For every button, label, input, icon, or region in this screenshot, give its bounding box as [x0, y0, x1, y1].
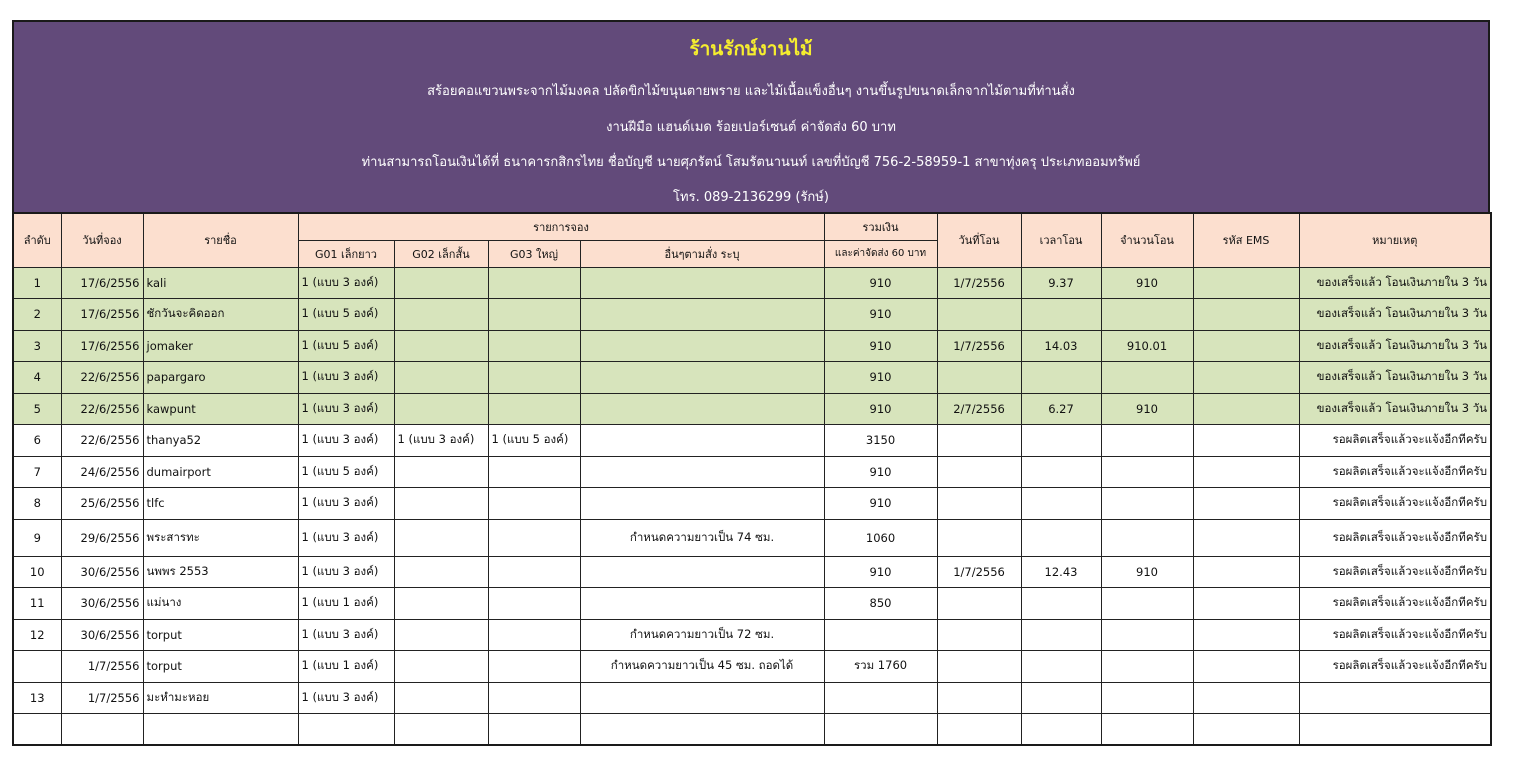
cell-note	[1299, 714, 1491, 746]
cell-note: รอผลิตเสร็จแล้วจะแจ้งอีกทีครับ	[1299, 619, 1491, 651]
cell-other	[580, 488, 824, 520]
cell-other	[580, 714, 824, 746]
cell-amount	[1101, 588, 1193, 620]
cell-tdate	[937, 362, 1021, 394]
cell-total: 910	[824, 362, 937, 394]
cell-total: 910	[824, 393, 937, 425]
cell-g02	[394, 267, 488, 299]
cell-tdate	[937, 456, 1021, 488]
cell-amount	[1101, 425, 1193, 457]
cell-g02	[394, 682, 488, 714]
cell-g02	[394, 299, 488, 331]
cell-date: 30/6/2556	[61, 619, 143, 651]
cell-note: ของเสร็จแล้ว โอนเงินภายใน 3 วัน	[1299, 393, 1491, 425]
cell-g02	[394, 519, 488, 556]
col-header-total-sub: และค่าจัดส่ง 60 บาท	[824, 240, 937, 267]
cell-tdate	[937, 588, 1021, 620]
cell-ttime	[1021, 362, 1101, 394]
cell-other	[580, 588, 824, 620]
cell-no: 9	[13, 519, 61, 556]
cell-ems	[1193, 267, 1299, 299]
table-row	[13, 488, 1491, 520]
cell-g02	[394, 488, 488, 520]
table-row	[13, 425, 1491, 457]
cell-g03	[488, 556, 580, 588]
cell-ttime	[1021, 714, 1101, 746]
cell-amount: 910	[1101, 556, 1193, 588]
cell-g01: 1 (แบบ 5 องค์)	[298, 456, 394, 488]
cell-amount	[1101, 714, 1193, 746]
cell-note	[1299, 682, 1491, 714]
cell-other	[580, 556, 824, 588]
col-header-g03: G03 ใหญ่	[488, 240, 580, 267]
cell-no: 3	[13, 330, 61, 362]
col-header-other: อื่นๆตามสั่ง ระบุ	[580, 240, 824, 267]
table-row	[13, 619, 1491, 651]
cell-note: รอผลิตเสร็จแล้วจะแจ้งอีกทีครับ	[1299, 456, 1491, 488]
cell-tdate: 1/7/2556	[937, 330, 1021, 362]
cell-other: กำหนดความยาวเป็น 74 ซม.	[580, 519, 824, 556]
cell-ttime: 14.03	[1021, 330, 1101, 362]
table-row	[13, 393, 1491, 425]
cell-name: ชักวันจะคิดออก	[143, 299, 298, 331]
cell-note: ของเสร็จแล้ว โอนเงินภายใน 3 วัน	[1299, 330, 1491, 362]
cell-note: ของเสร็จแล้ว โอนเงินภายใน 3 วัน	[1299, 267, 1491, 299]
col-header-note: หมายเหตุ	[1299, 213, 1491, 267]
table-row	[13, 714, 1491, 746]
cell-ems	[1193, 456, 1299, 488]
cell-tdate	[937, 425, 1021, 457]
cell-g03	[488, 393, 580, 425]
cell-amount	[1101, 488, 1193, 520]
cell-name: tlfc	[143, 488, 298, 520]
cell-ttime	[1021, 488, 1101, 520]
cell-amount	[1101, 362, 1193, 394]
col-header-total: รวมเงิน	[824, 213, 937, 240]
cell-tdate: 1/7/2556	[937, 556, 1021, 588]
cell-ttime	[1021, 588, 1101, 620]
cell-ems	[1193, 488, 1299, 520]
table-row	[13, 556, 1491, 588]
table-row	[13, 330, 1491, 362]
cell-name: kawpunt	[143, 393, 298, 425]
cell-total: 850	[824, 588, 937, 620]
cell-name: torput	[143, 619, 298, 651]
cell-no: 7	[13, 456, 61, 488]
cell-total: 3150	[824, 425, 937, 457]
cell-g03	[488, 299, 580, 331]
cell-ttime	[1021, 651, 1101, 683]
cell-no	[13, 714, 61, 746]
cell-total: รวม 1760	[824, 651, 937, 683]
cell-note: รอผลิตเสร็จแล้วจะแจ้งอีกทีครับ	[1299, 488, 1491, 520]
cell-g02	[394, 619, 488, 651]
cell-other	[580, 456, 824, 488]
table-row	[13, 682, 1491, 714]
cell-amount: 910.01	[1101, 330, 1193, 362]
cell-tdate: 2/7/2556	[937, 393, 1021, 425]
cell-g03	[488, 362, 580, 394]
cell-total: 910	[824, 299, 937, 331]
cell-ttime: 12.43	[1021, 556, 1101, 588]
cell-tdate	[937, 299, 1021, 331]
cell-g01: 1 (แบบ 1 องค์)	[298, 588, 394, 620]
cell-name: dumairport	[143, 456, 298, 488]
cell-note: รอผลิตเสร็จแล้วจะแจ้งอีกทีครับ	[1299, 588, 1491, 620]
cell-name	[143, 714, 298, 746]
shop-banner	[12, 20, 1490, 212]
col-header-no: ลำดับ	[13, 213, 61, 267]
cell-g03	[488, 488, 580, 520]
cell-amount	[1101, 651, 1193, 683]
cell-g03	[488, 456, 580, 488]
cell-other: กำหนดความยาวเป็น 45 ซม. ถอดได้	[580, 651, 824, 683]
cell-date: 25/6/2556	[61, 488, 143, 520]
cell-ems	[1193, 519, 1299, 556]
col-header-amount: จำนวนโอน	[1101, 213, 1193, 267]
cell-g03	[488, 682, 580, 714]
cell-date: 1/7/2556	[61, 682, 143, 714]
cell-other	[580, 267, 824, 299]
cell-g02	[394, 393, 488, 425]
cell-ttime: 9.37	[1021, 267, 1101, 299]
cell-g01: 1 (แบบ 3 องค์)	[298, 425, 394, 457]
cell-g03	[488, 651, 580, 683]
cell-ttime: 6.27	[1021, 393, 1101, 425]
cell-ttime	[1021, 519, 1101, 556]
col-header-date: วันที่จอง	[61, 213, 143, 267]
cell-total: 910	[824, 488, 937, 520]
cell-name: kali	[143, 267, 298, 299]
col-header-name: รายชื่อ	[143, 213, 298, 267]
cell-other: กำหนดความยาวเป็น 72 ซม.	[580, 619, 824, 651]
cell-no: 11	[13, 588, 61, 620]
col-header-transfer-date: วันที่โอน	[937, 213, 1021, 267]
col-header-transfer-time: เวลาโอน	[1021, 213, 1101, 267]
cell-ems	[1193, 619, 1299, 651]
cell-total	[824, 714, 937, 746]
cell-note: ของเสร็จแล้ว โอนเงินภายใน 3 วัน	[1299, 362, 1491, 394]
cell-ems	[1193, 299, 1299, 331]
shop-handmade-note: งานฝีมือ แฮนด์เมด ร้อยเปอร์เซนต์ ค่าจัดส่ง 60 บาท	[606, 120, 896, 135]
cell-g01: 1 (แบบ 3 องค์)	[298, 488, 394, 520]
cell-other	[580, 393, 824, 425]
cell-no: 4	[13, 362, 61, 394]
order-table	[12, 212, 1492, 746]
cell-date: 17/6/2556	[61, 299, 143, 331]
cell-other	[580, 299, 824, 331]
cell-ems	[1193, 682, 1299, 714]
cell-other	[580, 362, 824, 394]
cell-no: 6	[13, 425, 61, 457]
cell-total: 910	[824, 267, 937, 299]
cell-total: 1060	[824, 519, 937, 556]
cell-ems	[1193, 362, 1299, 394]
cell-tdate	[937, 682, 1021, 714]
cell-no: 5	[13, 393, 61, 425]
cell-amount	[1101, 682, 1193, 714]
cell-name: พระสารทะ	[143, 519, 298, 556]
cell-date	[61, 714, 143, 746]
bank-transfer-info: ท่านสามารถโอนเงินได้ที่ ธนาคารกสิกรไทย ชื่อบัญชี นายศุภรัตน์ โสมรัตนานนท์ เลขที่บัญชี 756-2-58959-1 สาขาทุ่งครุ ประเภทออมทรัพย์	[361, 155, 1141, 170]
shop-description: สร้อยคอแขวนพระจากไม้มงคล ปลัดขิกไม้ขนุนตายพราย และไม้เนื้อแข็งอื่นๆ งานขึ้นรูปขนาดเล็กจากไม้ตามที่ท่านสั่ง	[427, 84, 1075, 99]
cell-g02	[394, 330, 488, 362]
col-header-g02: G02 เล็กสั้น	[394, 240, 488, 267]
cell-total	[824, 619, 937, 651]
shop-name: ร้านรักษ์งานไม้	[689, 38, 813, 60]
cell-no: 1	[13, 267, 61, 299]
table-row	[13, 362, 1491, 394]
order-sheet	[12, 20, 1490, 746]
cell-total	[824, 682, 937, 714]
cell-no: 13	[13, 682, 61, 714]
cell-name: นพพร 2553	[143, 556, 298, 588]
cell-g01: 1 (แบบ 3 องค์)	[298, 682, 394, 714]
cell-total: 910	[824, 556, 937, 588]
cell-name: papargaro	[143, 362, 298, 394]
cell-ems	[1193, 588, 1299, 620]
col-header-items: รายการจอง	[298, 213, 824, 240]
cell-g03	[488, 330, 580, 362]
cell-date: 1/7/2556	[61, 651, 143, 683]
cell-g03: 1 (แบบ 5 องค์)	[488, 425, 580, 457]
cell-tdate	[937, 619, 1021, 651]
cell-ems	[1193, 425, 1299, 457]
cell-ems	[1193, 556, 1299, 588]
table-row	[13, 588, 1491, 620]
cell-tdate	[937, 488, 1021, 520]
cell-date: 30/6/2556	[61, 588, 143, 620]
cell-amount	[1101, 619, 1193, 651]
cell-g03	[488, 267, 580, 299]
cell-g01: 1 (แบบ 3 องค์)	[298, 362, 394, 394]
cell-amount	[1101, 456, 1193, 488]
table-row	[13, 299, 1491, 331]
cell-date: 22/6/2556	[61, 393, 143, 425]
cell-ttime	[1021, 682, 1101, 714]
cell-amount	[1101, 299, 1193, 331]
cell-date: 17/6/2556	[61, 267, 143, 299]
cell-tdate	[937, 519, 1021, 556]
table-header	[13, 213, 1491, 267]
cell-note: รอผลิตเสร็จแล้วจะแจ้งอีกทีครับ	[1299, 425, 1491, 457]
cell-g02	[394, 556, 488, 588]
cell-ttime	[1021, 619, 1101, 651]
cell-ems	[1193, 393, 1299, 425]
cell-ems	[1193, 714, 1299, 746]
cell-date: 17/6/2556	[61, 330, 143, 362]
cell-no: 12	[13, 619, 61, 651]
cell-g01: 1 (แบบ 3 องค์)	[298, 267, 394, 299]
cell-name: jomaker	[143, 330, 298, 362]
cell-g01: 1 (แบบ 3 องค์)	[298, 519, 394, 556]
cell-note: รอผลิตเสร็จแล้วจะแจ้งอีกทีครับ	[1299, 519, 1491, 556]
cell-no: 8	[13, 488, 61, 520]
table-row	[13, 519, 1491, 556]
cell-g01: 1 (แบบ 3 องค์)	[298, 393, 394, 425]
cell-note: รอผลิตเสร็จแล้วจะแจ้งอีกทีครับ	[1299, 651, 1491, 683]
cell-g02	[394, 588, 488, 620]
cell-tdate	[937, 714, 1021, 746]
cell-other	[580, 425, 824, 457]
cell-name: แม่นาง	[143, 588, 298, 620]
table-body	[13, 267, 1491, 745]
cell-g01: 1 (แบบ 5 องค์)	[298, 330, 394, 362]
cell-tdate	[937, 651, 1021, 683]
cell-name: thanya52	[143, 425, 298, 457]
cell-g01: 1 (แบบ 3 องค์)	[298, 619, 394, 651]
cell-total: 910	[824, 456, 937, 488]
cell-g03	[488, 519, 580, 556]
cell-g03	[488, 588, 580, 620]
cell-g02	[394, 651, 488, 683]
cell-date: 29/6/2556	[61, 519, 143, 556]
cell-ttime	[1021, 425, 1101, 457]
cell-g03	[488, 714, 580, 746]
cell-g02	[394, 456, 488, 488]
cell-ems	[1193, 651, 1299, 683]
cell-date: 30/6/2556	[61, 556, 143, 588]
cell-other	[580, 682, 824, 714]
table-row	[13, 651, 1491, 683]
cell-ttime	[1021, 456, 1101, 488]
cell-date: 24/6/2556	[61, 456, 143, 488]
table-row	[13, 456, 1491, 488]
cell-no: 10	[13, 556, 61, 588]
cell-g01	[298, 714, 394, 746]
cell-tdate: 1/7/2556	[937, 267, 1021, 299]
cell-g02	[394, 362, 488, 394]
cell-date: 22/6/2556	[61, 425, 143, 457]
cell-total: 910	[824, 330, 937, 362]
cell-g03	[488, 619, 580, 651]
cell-no	[13, 651, 61, 683]
cell-g01: 1 (แบบ 5 องค์)	[298, 299, 394, 331]
cell-other	[580, 330, 824, 362]
cell-note: ของเสร็จแล้ว โอนเงินภายใน 3 วัน	[1299, 299, 1491, 331]
contact-phone: โทร. 089-2136299 (รักษ์)	[673, 190, 829, 205]
cell-ttime	[1021, 299, 1101, 331]
cell-name: มะหำมะหอย	[143, 682, 298, 714]
cell-g02: 1 (แบบ 3 องค์)	[394, 425, 488, 457]
cell-amount	[1101, 519, 1193, 556]
cell-g01: 1 (แบบ 3 องค์)	[298, 556, 394, 588]
col-header-ems: รหัส EMS	[1193, 213, 1299, 267]
cell-g02	[394, 714, 488, 746]
cell-note: รอผลิตเสร็จแล้วจะแจ้งอีกทีครับ	[1299, 556, 1491, 588]
cell-no: 2	[13, 299, 61, 331]
cell-date: 22/6/2556	[61, 362, 143, 394]
cell-ems	[1193, 330, 1299, 362]
cell-amount: 910	[1101, 393, 1193, 425]
cell-g01: 1 (แบบ 1 องค์)	[298, 651, 394, 683]
cell-amount: 910	[1101, 267, 1193, 299]
cell-name: torput	[143, 651, 298, 683]
col-header-g01: G01 เล็กยาว	[298, 240, 394, 267]
table-row	[13, 267, 1491, 299]
